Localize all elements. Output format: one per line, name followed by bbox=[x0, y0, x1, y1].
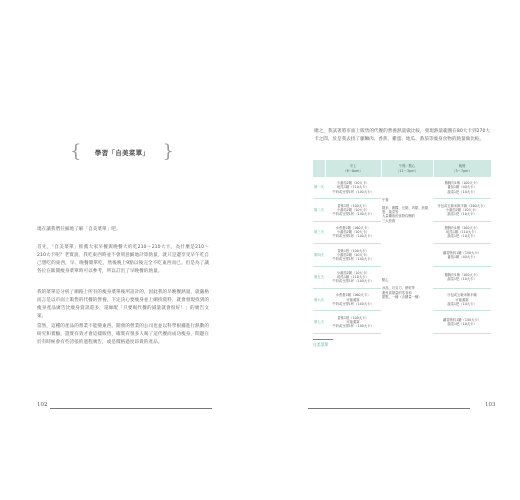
dinner-item: 蔬菜1把（10大卡） bbox=[447, 211, 477, 216]
breakfast-item: 小番茄2顆（10大卡） bbox=[336, 270, 370, 275]
breakfast-item: 牛奶或豆漿1杯（140大卡） bbox=[332, 234, 374, 239]
paragraph-2: 首先，「自美菜單」推薦大家早餐與晚餐大約吃210〜210大卡。為什麼是210〜210大卡呢？老實說，我吃東西時並不會刻意細地計算熱量，就只是邊享受早午吃自己想吃的東西，早、晚餐簡單吃，然後晚上9點以後完全不吃東西而已。但是為了讓各位在飯開瘦身菜單時可以參考，所以訂出了早晚餐的熱量。 bbox=[37, 245, 209, 275]
breakfast-item: 牛奶或豆漿1杯（140大卡） bbox=[332, 324, 374, 329]
lunch-note-line: 甜點，一種（含糖量一種） bbox=[382, 294, 422, 299]
dinner-cell bbox=[433, 311, 491, 334]
table-row bbox=[313, 177, 491, 199]
meal-plan-table bbox=[313, 160, 492, 334]
table-header-row bbox=[313, 160, 491, 177]
dinner-item: 可能蓮霧 bbox=[455, 297, 469, 302]
left-brace-decoration: { bbox=[70, 141, 82, 162]
dinner-item: 蔬菜1把（10大卡） bbox=[447, 234, 477, 239]
dinner-cell bbox=[433, 266, 491, 288]
dinner-item: 雞胸肉1塊（100大卡） bbox=[444, 273, 480, 278]
header-cell-dinner: 晚餐 （5〜7pm） bbox=[433, 160, 491, 177]
dinner-cell bbox=[433, 177, 491, 199]
dinner-cell bbox=[433, 199, 491, 221]
dinner-item: 雞胸肉1塊（100大卡） bbox=[444, 226, 480, 231]
breakfast-item: 小番茄2顆（10大卡） bbox=[336, 230, 370, 235]
dinner-item: 蘿蔔物料1罐（150大卡） bbox=[442, 250, 482, 255]
lunch-note-line: 午餐 bbox=[382, 197, 389, 202]
header-cell-lunch: 午餐／點心 （11〜3pm） bbox=[381, 160, 433, 177]
breakfast-cell bbox=[325, 244, 381, 266]
table-row bbox=[313, 244, 491, 266]
intro-paragraph: 總之，我試著將市面上販售的代餐的營養熱量做比較，發現熱量範圍在80大卡到270大卡之間，於是我去找了藤麵肉、香蕉、雞蛋、地瓜、番茄等瘦身食物的熱量做比較。 bbox=[314, 129, 490, 143]
dinner-cell bbox=[433, 221, 491, 243]
lunch-note-line: 避免高熱量的零食和 bbox=[382, 290, 412, 295]
breakfast-item: 香蕉1根（100大卡） bbox=[337, 315, 369, 320]
breakfast-item: 小番茄2顆（10大卡） bbox=[336, 181, 370, 186]
dinner-item: 蔬菜1把（10大卡） bbox=[447, 277, 477, 282]
paragraph-3: 我的菜單是分析了網路上所有的瘦身菜單後所設計的，因此我的早晚餐熱量，就嚴格而言是以市面上販售的代餐的營養，下定決心要瘦身並上網找資料，就會發現找到的瘦身產品廣告比瘦身資訊還多，還師配「只要喝代餐的減量就會很好！」的廣告文案。 bbox=[37, 290, 209, 320]
section-heading bbox=[70, 141, 174, 163]
page-number-left: 102 bbox=[37, 402, 48, 408]
breakfast-item: 牛奶或豆漿1杯（140大卡） bbox=[332, 211, 374, 216]
dinner-item: 蔬菜1把（10大卡） bbox=[447, 301, 477, 306]
day-cell: 第四天 bbox=[313, 244, 325, 266]
breakfast-cell bbox=[325, 221, 381, 243]
right-page bbox=[260, 0, 520, 500]
breakfast-item: 小番茄2顆（10大卡） bbox=[336, 207, 370, 212]
footer-rule-left bbox=[50, 408, 212, 409]
dinner-item: 小番茄2顆（10大卡） bbox=[445, 207, 479, 212]
lunch-note-line: 三大營養 bbox=[382, 218, 396, 223]
dinner-item: 蔬菜1把（10大卡） bbox=[447, 189, 477, 194]
paragraph-4: 當然，這種的產品的營業不能變東西，開發的營業的公司也並以科學根據進行熱數的研究和實驗，證實有效才會這樣販售，確實有很多人喝了這代餐而成功瘦身，問題在於有時候會有些誇張的過程廣告，或是價格過度昂貴的產品。 bbox=[37, 324, 209, 346]
breakfast-cell bbox=[325, 289, 381, 311]
breakfast-cell bbox=[325, 266, 381, 288]
day-cell: 第三天 bbox=[313, 221, 325, 243]
dinner-cell bbox=[433, 244, 491, 266]
dinner-cell bbox=[433, 289, 491, 311]
breakfast-item: 牛奶或豆漿1杯（140大卡） bbox=[332, 256, 374, 261]
page-number-right: 103 bbox=[485, 402, 496, 408]
breakfast-item: 可能蓮霧 bbox=[346, 320, 360, 325]
lunch-note-line: 點心 bbox=[382, 278, 389, 283]
breakfast-item: 牛奶或豆漿1杯（140大卡） bbox=[332, 301, 374, 306]
dinner-item: 番茄1顆（40大卡） bbox=[447, 185, 477, 190]
day-cell: 第七天 bbox=[313, 311, 325, 334]
lunch-note-line: 大量攝取的食物均衡的 bbox=[382, 214, 415, 219]
lunch-note-line: 冰品、巧克力、餅乾等 bbox=[382, 286, 415, 291]
header-cell-breakfast: 早上 （6〜8am） bbox=[325, 160, 381, 177]
header-cell bbox=[313, 160, 325, 177]
day-cell: 第二天 bbox=[313, 199, 325, 221]
breakfast-cell bbox=[325, 177, 381, 199]
breakfast-item: 地瓜1顆（110大卡） bbox=[337, 185, 369, 190]
dinner-item: 蘿蔔物料1罐（150大卡） bbox=[442, 318, 482, 323]
heading-text: 學習「自美菜單」 bbox=[94, 148, 150, 157]
breakfast-item: 牛奶或豆漿1杯（140大卡） bbox=[332, 279, 374, 284]
day-cell: 第一天 bbox=[313, 177, 325, 199]
dinner-item: 地瓜1顆（110大卡） bbox=[446, 230, 478, 235]
lunch-note-cell bbox=[381, 244, 433, 334]
footer-rule-right bbox=[308, 408, 470, 409]
lunch-note-cell bbox=[381, 177, 433, 244]
lunch-note-line: 糙米、雜糧、豆類、肉類、魚類、蛋、蔬菜等 bbox=[382, 206, 432, 215]
paragraph-1: 現在讓我們仔細地了解「自美菜單」吧。 bbox=[37, 227, 121, 232]
day-cell: 第六天 bbox=[313, 289, 325, 311]
source-rule bbox=[313, 339, 333, 340]
breakfast-item: 香蕉1根（100大卡） bbox=[337, 248, 369, 253]
breakfast-item: 小番茄2顆（10大卡） bbox=[336, 252, 370, 257]
breakfast-item: 地瓜1顆（110大卡） bbox=[337, 275, 369, 280]
dinner-item: 牙包或五穀米飯半碗 bbox=[447, 293, 477, 298]
dinner-item: 蔬菜1把（10大卡） bbox=[447, 322, 477, 327]
breakfast-item: 可能蓮霧 bbox=[346, 297, 360, 302]
dinner-item: 番茄1顆（40大卡） bbox=[447, 254, 477, 259]
breakfast-cell bbox=[325, 199, 381, 221]
breakfast-item: 香蕉1根（100大卡） bbox=[337, 203, 369, 208]
breakfast-cell bbox=[325, 311, 381, 334]
breakfast-item: 水煮蛋2顆（160大卡） bbox=[335, 293, 371, 298]
breakfast-item: 牛奶或豆漿1杯（140大卡） bbox=[332, 189, 374, 194]
day-cell: 第五天 bbox=[313, 266, 325, 288]
right-brace-decoration: } bbox=[162, 141, 174, 162]
dinner-item: 牙包或五穀米飯半碗（160大卡） bbox=[437, 203, 487, 208]
dinner-item: 雞胸肉1塊（100大卡） bbox=[444, 181, 480, 186]
source-note: 自美菜單 bbox=[313, 342, 329, 347]
breakfast-item: 水煮蛋2顆（160大卡） bbox=[335, 226, 371, 231]
